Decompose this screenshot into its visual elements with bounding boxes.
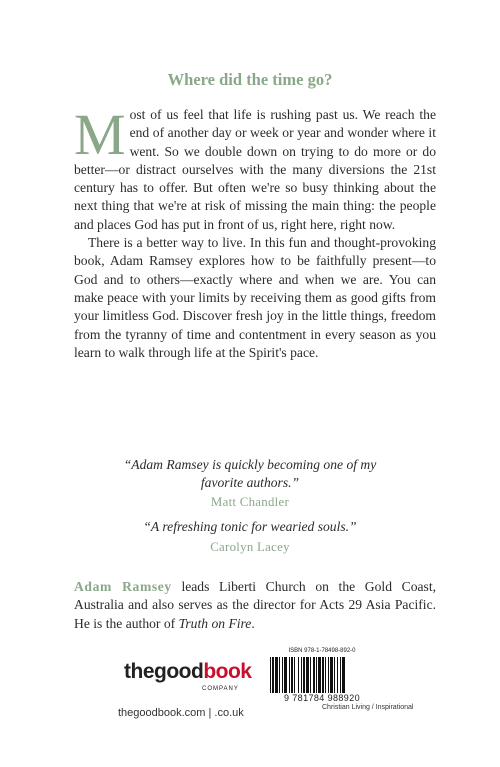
author-bio-text: leads Liberti Church on the Gold Coast, Australia and also serves as the director for Acts 29 Asia Pacific. He is the author of bbox=[74, 579, 437, 631]
endorsement-author-2: Carolyn Lacey bbox=[210, 540, 290, 554]
blurb-text bbox=[74, 102, 436, 362]
blurb-paragraph-1 bbox=[74, 102, 436, 234]
logo-book: book bbox=[203, 660, 252, 683]
isbn-text: ISBN 978-1-78498-892-0 bbox=[288, 648, 356, 654]
barcode-box bbox=[266, 648, 378, 708]
endorsement-author-1: Matt Chandler bbox=[210, 495, 290, 509]
book-category: Christian Living / Inspirational bbox=[322, 704, 414, 711]
endorsement-quote-2: “A refreshing tonic for wearied souls.” bbox=[143, 519, 357, 534]
drop-cap: M bbox=[74, 102, 126, 167]
logo-good: good bbox=[154, 660, 204, 683]
author-bio bbox=[74, 578, 436, 633]
author-book-title: Truth on Fire bbox=[178, 615, 252, 631]
barcode-digits: 9 781784 988920 bbox=[283, 693, 361, 703]
publisher-logo bbox=[124, 660, 252, 700]
endorsement-quote-1: “Adam Ramsey is quickly becoming one of my favorite authors.” bbox=[123, 457, 377, 491]
blurb-heading: Where did the time go? bbox=[167, 70, 333, 89]
logo-the: the bbox=[124, 660, 154, 683]
blurb-paragraph-1-text: ost of us feel that life is rushing past us. We reach the end of another day or week or year and wonder where it went. So we double down on trying to do more or do better—or distract ourselves with the many diversions the 21st century has to offer. But often we're so busy thinking about the next thing that we're at risk of missing the main thing: the people and places God has put in front of us, right here, right now. bbox=[74, 107, 436, 232]
publisher-logo-wordmark bbox=[124, 660, 252, 684]
author-name: Adam Ramsey bbox=[74, 579, 172, 594]
logo-company: COMPANY bbox=[202, 686, 239, 692]
blurb-paragraph-2: There is a better way to live. In this fun and thought-provoking book, Adam Ramsey explores how to be faithfully present—to God and to others—exactly where and when we are. You can make peace with your limits by receiving them as good gifts from your limitless God. Discover fresh joy in the little things, freedom from the tyranny of time and contentment in every season as you learn to walk through life at the Spirit's pace. bbox=[74, 235, 436, 360]
author-bio-end: . bbox=[251, 615, 255, 631]
barcode-icon bbox=[270, 657, 374, 693]
publisher-url: thegoodbook.com | .co.uk bbox=[118, 707, 244, 719]
